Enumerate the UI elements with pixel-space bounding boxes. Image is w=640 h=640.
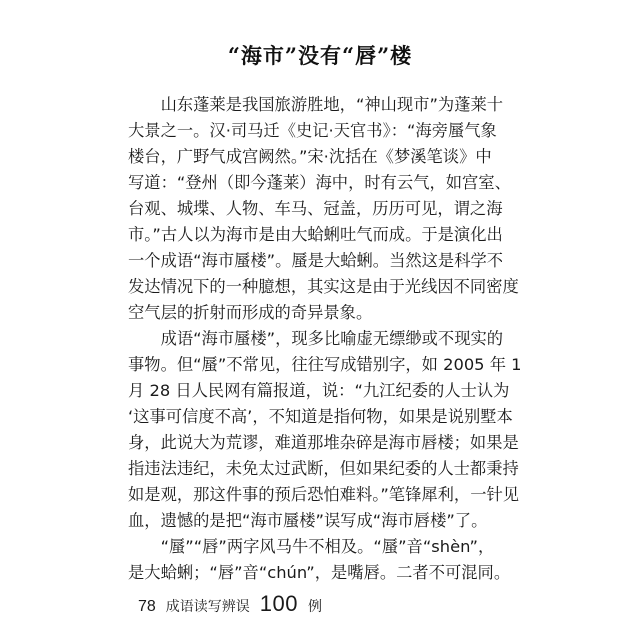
text-line: 空气层的折射而形成的奇异景象。 bbox=[128, 303, 373, 322]
text-line: 事物。但“蜃”不常见，往往写成错别字，如 2005 年 1 bbox=[128, 355, 522, 374]
text-line: 写道：“登州（即今蓬莱）海中，时有云气，如宫室、 bbox=[128, 173, 511, 192]
page-footer bbox=[138, 591, 322, 617]
text-line: 指违法违纪，未免太过武断，但如果纪委的人士都秉持 bbox=[128, 459, 519, 478]
text-line: 大景之一。汉·司马迁《史记·天官书》：“海旁蜃气象 bbox=[128, 121, 497, 140]
text-line: 发达情况下的一种臆想，其实这是由于光线因不同密度 bbox=[128, 277, 519, 296]
text-line: 如是观，那这件事的预后恐怕难料。”笔锋犀利，一针见 bbox=[128, 485, 520, 504]
book-title-number: 100 bbox=[259, 591, 299, 616]
book-title-suffix: 例 bbox=[308, 599, 323, 615]
text-line: 月 28 日人民网有篇报道，说：“九江纪委的人士认为 bbox=[128, 381, 510, 400]
page-title: “海市”没有“唇”楼 bbox=[227, 43, 413, 68]
text-line: ‘这事可信度不高’，不知道是指何物，如果是说别墅本 bbox=[128, 407, 513, 426]
text-line: 楼台，广野气成宫阙然。”宋·沈括在《梦溪笔谈》中 bbox=[128, 147, 492, 166]
text-line: 身，此说大为荒谬，难道那堆杂碎是海市唇楼；如果是 bbox=[128, 433, 519, 452]
book-title: 成语读写辨误 bbox=[165, 599, 250, 615]
text-line: “蜃”“唇”两字风马牛不相及。“蜃”音“shèn”， bbox=[128, 537, 495, 556]
body-text bbox=[128, 92, 520, 586]
text-line: 一个成语“海市蜃楼”。蜃是大蛤蜊。当然这是科学不 bbox=[128, 251, 504, 270]
page-number: 78 bbox=[138, 598, 156, 615]
text-line: 市。”古人以为海市是由大蛤蜊吐气而成。于是演化出 bbox=[128, 225, 503, 244]
text-line: 血，遗憾的是把“海市蜃楼”误写成“海市唇楼”了。 bbox=[128, 511, 488, 530]
text-line: 是大蛤蜊；“唇”音“chún”，是嘴唇。二者不可混同。 bbox=[128, 563, 511, 582]
text-line: 山东蓬莱是我国旅游胜地，“神山现市”为蓬莱十 bbox=[128, 95, 504, 114]
text-line: 成语“海市蜃楼”，现多比喻虚无缥缈或不现实的 bbox=[128, 329, 504, 348]
text-line: 台观、城堞、人物、车马、冠盖，历历可见，谓之海 bbox=[128, 199, 503, 218]
